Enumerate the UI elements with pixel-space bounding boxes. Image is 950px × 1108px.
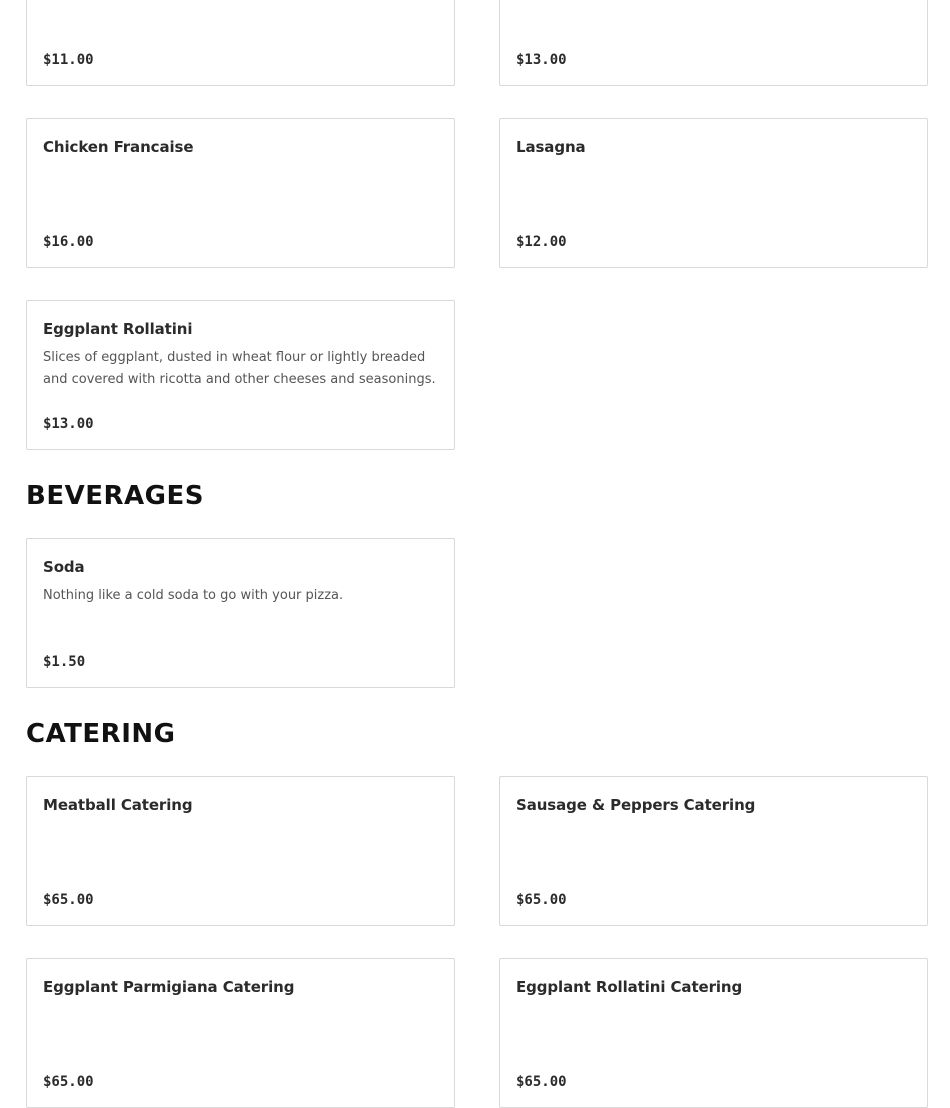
menu-item-price: $13.00 (43, 416, 94, 432)
menu-item-price: $65.00 (43, 892, 94, 908)
menu-item-price: $65.00 (516, 892, 567, 908)
menu-item-price: $1.50 (43, 654, 86, 670)
menu-item-card[interactable] (26, 300, 455, 450)
menu-item-description: Nothing like a cold soda to go with your pizza. (43, 588, 344, 603)
menu-item-card[interactable] (499, 958, 928, 1108)
menu-item-price: $16.00 (43, 234, 94, 250)
menu-item-name: Eggplant Parmigiana Catering (43, 978, 295, 996)
menu-item-name: Chicken Francaise (43, 138, 194, 156)
menu-item-name: Soda (43, 558, 85, 576)
menu-item-name: Eggplant Rollatini Catering (516, 978, 743, 996)
menu-item-price: $12.00 (516, 234, 567, 250)
menu-item-name: Lasagna (516, 138, 586, 156)
menu-item-price: $65.00 (516, 1074, 567, 1090)
menu-item-description: Slices of eggplant, dusted in wheat flour or lightly breaded and covered with ricotta and other cheeses and seasonings. (43, 350, 436, 387)
menu-item-card[interactable] (499, 118, 928, 268)
menu-item-name: Sausage & Peppers Catering (516, 796, 756, 814)
menu-item-price: $65.00 (43, 1074, 94, 1090)
menu-item-card[interactable] (26, 0, 455, 86)
section-title-beverages: BEVERAGES (26, 481, 204, 511)
menu-item-price: $11.00 (43, 52, 94, 68)
menu-item-card[interactable] (26, 958, 455, 1108)
menu-item-card[interactable] (26, 118, 455, 268)
menu-item-card[interactable] (499, 0, 928, 86)
menu-item-name: Meatball Catering (43, 796, 193, 814)
section-title-catering: CATERING (26, 719, 176, 749)
menu-item-name: Eggplant Rollatini (43, 320, 193, 338)
menu-item-card[interactable] (26, 776, 455, 926)
menu-item-card[interactable] (499, 776, 928, 926)
menu-item-price: $13.00 (516, 52, 567, 68)
menu-item-card[interactable] (26, 538, 455, 688)
